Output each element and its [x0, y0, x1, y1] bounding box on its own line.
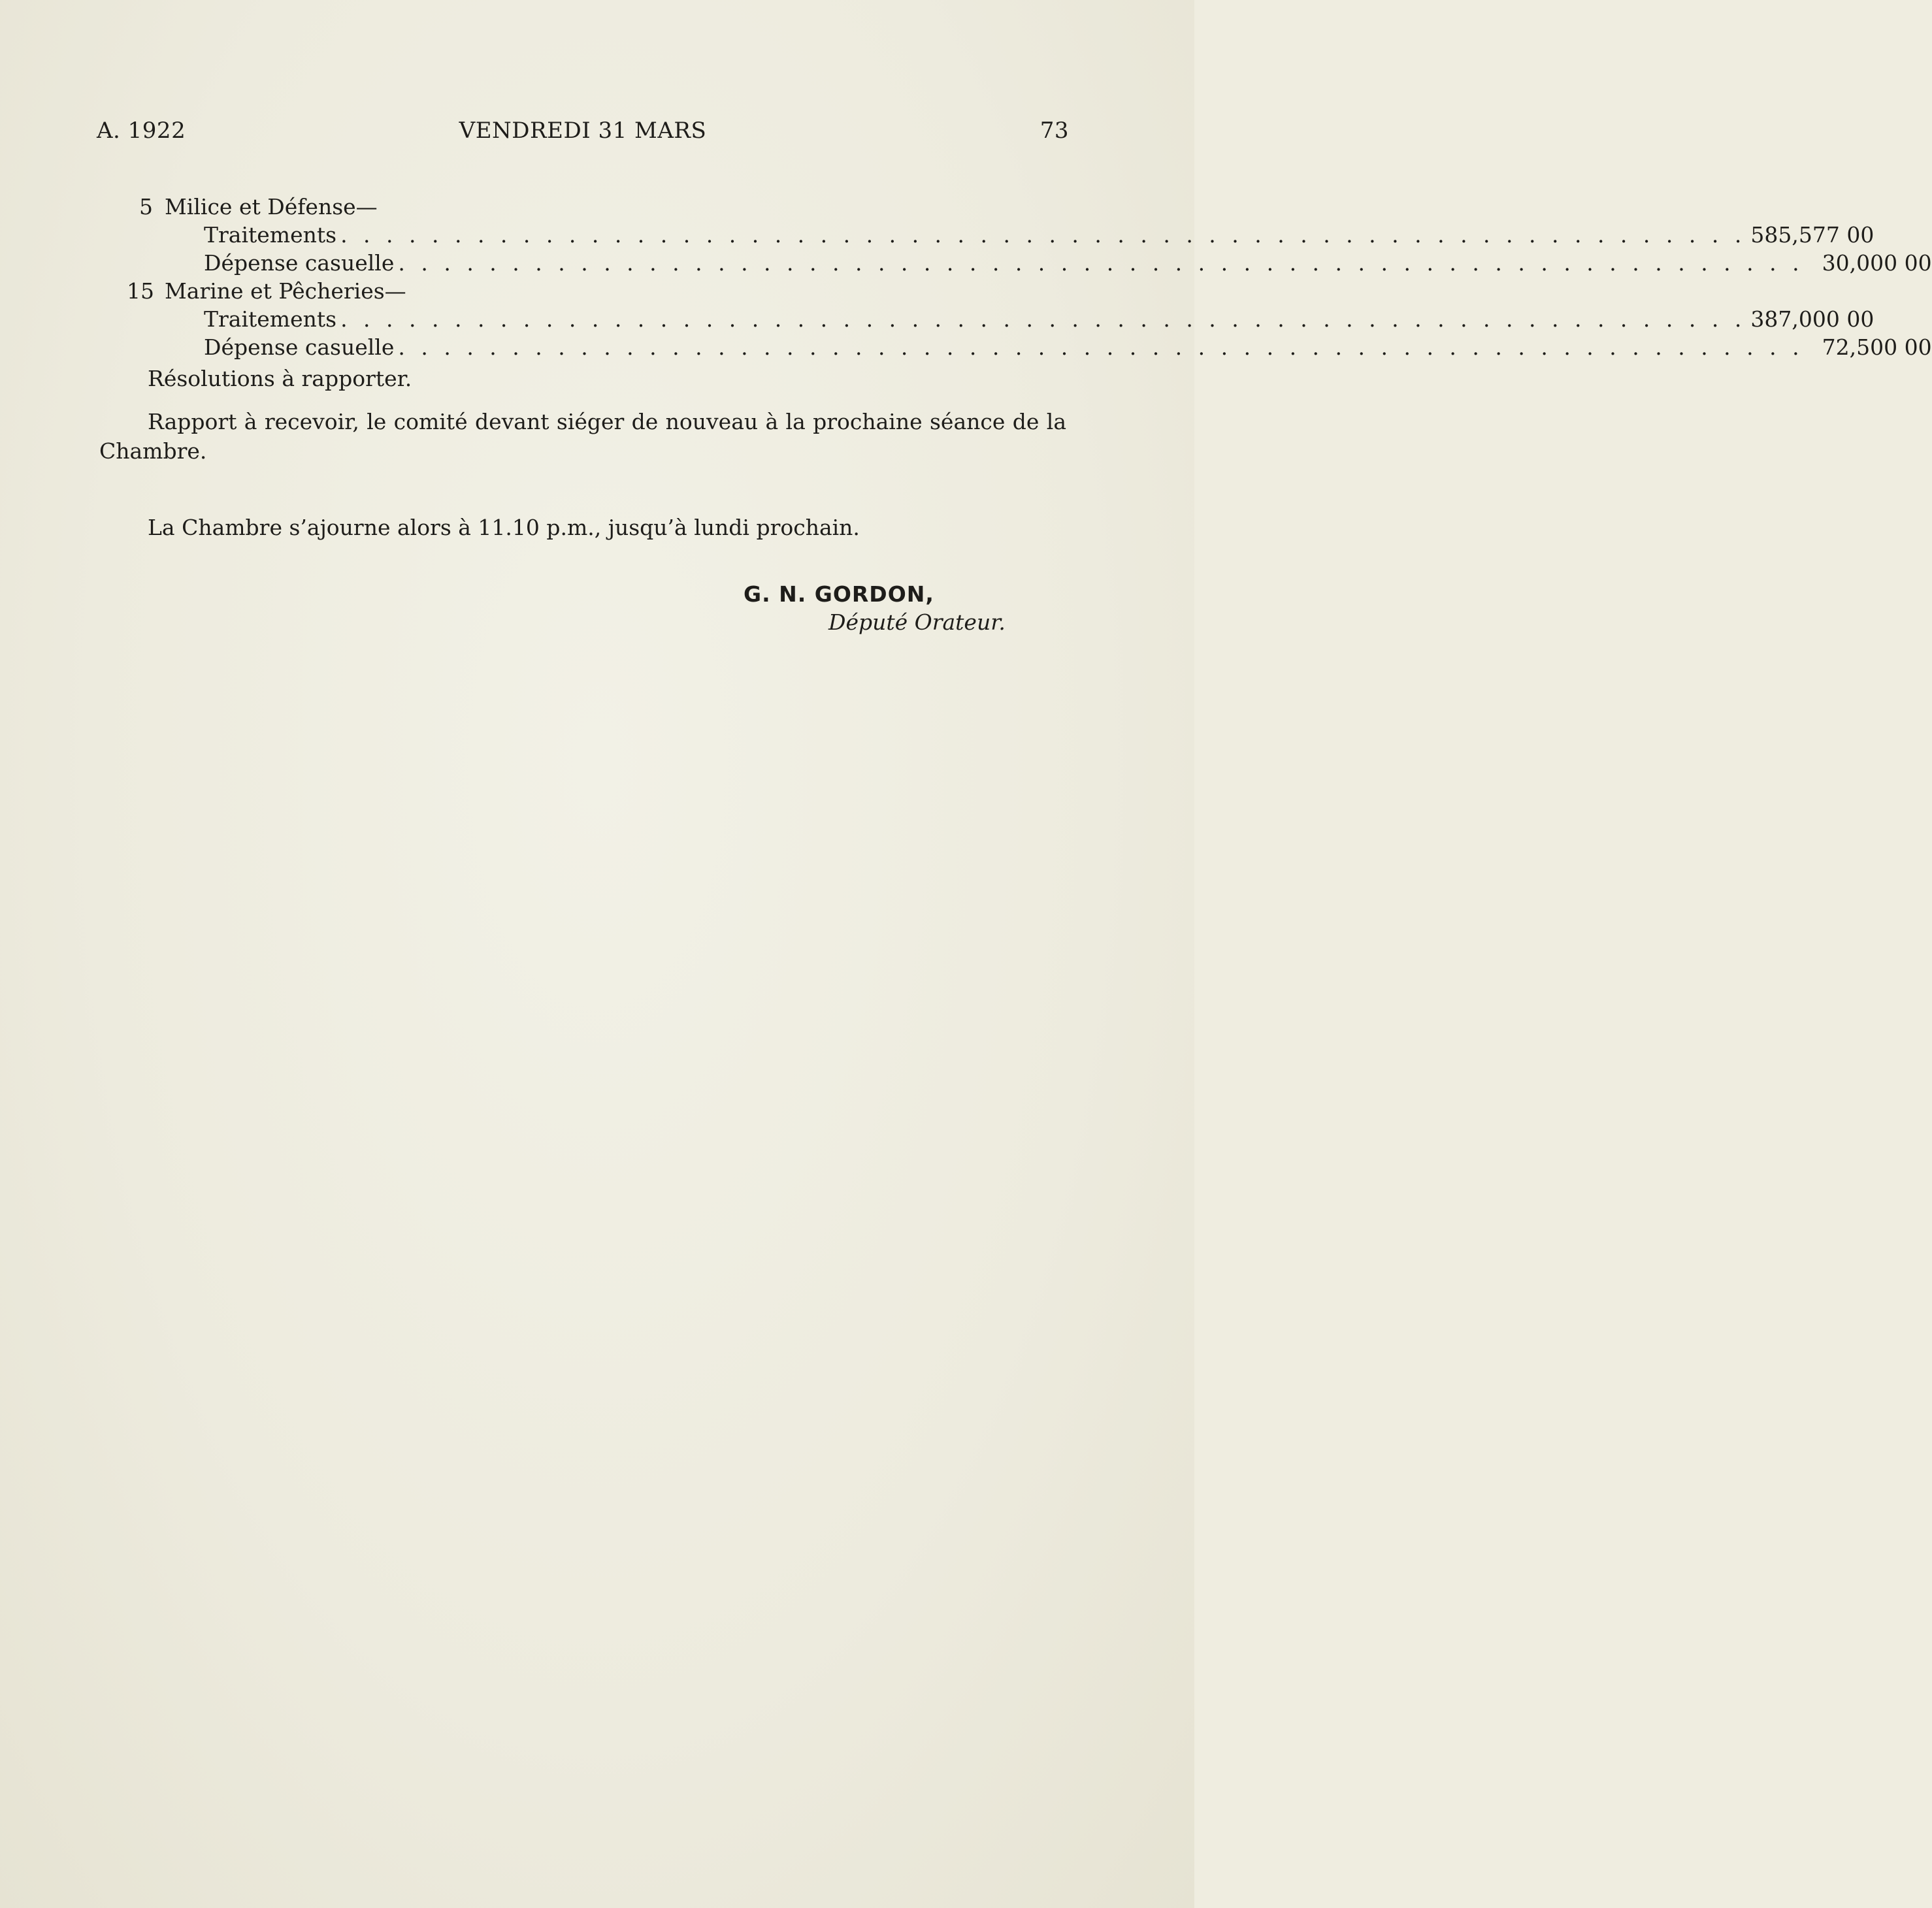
resolutions-paragraph: Résolutions à rapporter. — [148, 366, 412, 391]
signature-name: G. N. GORDON, — [744, 581, 934, 607]
dot-leader: . . . . . . . . . . . . . . . . . . . . . . . . . . . . . . . . . . . . . . . . . . . . . . . . . . . . . . . . . . . . . . — [398, 334, 1804, 360]
item-label: Traitements — [204, 222, 337, 248]
item-amount: 30,000 00 — [1822, 250, 1932, 276]
item-label: Traitements — [204, 306, 337, 332]
section-heading — [127, 193, 378, 221]
signature-title: Député Orateur. — [828, 609, 1006, 635]
budget-item-row — [204, 221, 1875, 250]
section-title: Marine et Pêcheries— — [165, 278, 406, 304]
budget-item-row — [204, 249, 1932, 278]
item-amount: 585,577 00 — [1750, 222, 1875, 248]
dot-leader: . . . . . . . . . . . . . . . . . . . . . . . . . . . . . . . . . . . . . . . . . . . . . . . . . . . . . . . . . . . . . . — [398, 250, 1804, 276]
section-number: 15 — [127, 278, 154, 304]
dot-leader: . . . . . . . . . . . . . . . . . . . . . . . . . . . . . . . . . . . . . . . . . . . . . . . . . . . . . . . . . . . . . . — [340, 306, 1746, 332]
item-amount: 387,000 00 — [1750, 306, 1875, 332]
budget-item-row — [204, 333, 1932, 362]
section-title: Milice et Défense— — [165, 194, 378, 219]
header-date: VENDREDI 31 MARS — [459, 118, 707, 144]
page-number: 73 — [1040, 118, 1069, 144]
section-heading — [127, 277, 406, 306]
adjournment-paragraph: La Chambre s’ajourne alors à 11.10 p.m., jusqu’à lundi prochain. — [148, 515, 860, 540]
section-number: 5 — [139, 194, 153, 219]
budget-item-row — [204, 305, 1875, 334]
item-label: Dépense casuelle — [204, 334, 395, 360]
item-amount: 72,500 00 — [1822, 334, 1932, 360]
dot-leader: . . . . . . . . . . . . . . . . . . . . . . . . . . . . . . . . . . . . . . . . . . . . . . . . . . . . . . . . . . . . . . — [340, 222, 1746, 248]
page-header — [97, 118, 1069, 150]
rapport-paragraph: Rapport à recevoir, le comité devant siéger de nouveau à la prochaine séance de la Chambre. — [99, 409, 1066, 464]
header-year: A. 1922 — [97, 118, 186, 144]
item-label: Dépense casuelle — [204, 250, 395, 276]
